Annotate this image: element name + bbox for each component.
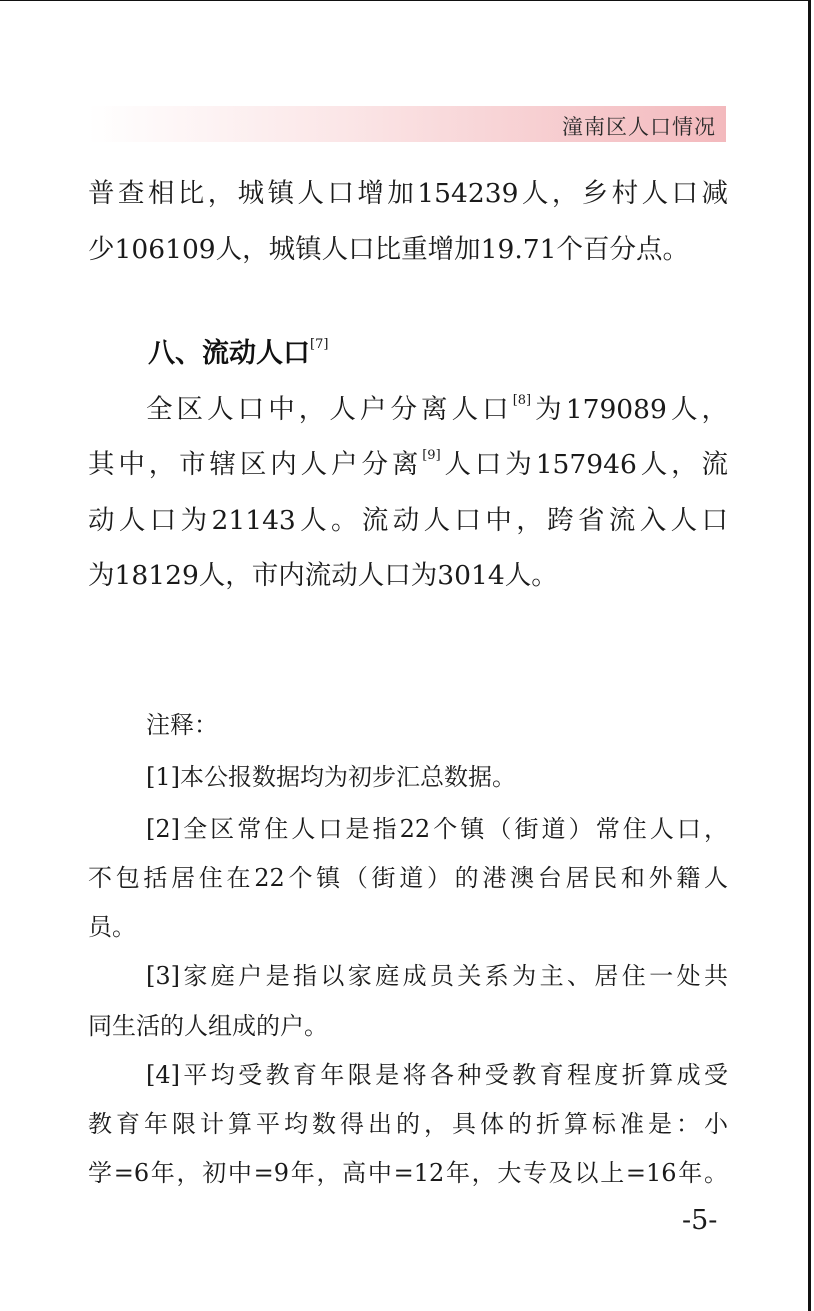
- notes-title: 注释：: [146, 711, 218, 739]
- note-item: 教育年限计算平均数得出的，具体的折算标准是：小: [88, 1110, 728, 1138]
- footnote-ref: [9]: [422, 448, 441, 463]
- note-item: [4]平均受教育年限是将各种受教育程度折算成受: [146, 1061, 728, 1089]
- paragraph-line: 少106109人，城镇人口比重增加19.71个百分点。: [88, 234, 690, 265]
- note-item: [3]家庭户是指以家庭成员关系为主、居住一处共: [146, 962, 728, 990]
- text-run: 为179089人，: [531, 394, 728, 425]
- page-number: -5-: [682, 1205, 718, 1236]
- text-run: 全区人口中，人户分离人口: [146, 394, 513, 425]
- running-header: [88, 106, 726, 142]
- paragraph-line: [146, 392, 728, 428]
- paragraph-line: [88, 447, 728, 483]
- text-run: 其中，市辖区内人户分离: [88, 449, 423, 480]
- note-item: 学=6年，初中=9年，高中=12年，大专及以上=16年。: [88, 1159, 728, 1187]
- footnote-ref: [7]: [310, 337, 329, 352]
- text-run: 人口为157946人，流: [440, 449, 729, 480]
- note-item: 员。: [88, 913, 136, 941]
- footnote-ref: [8]: [512, 393, 532, 408]
- note-item: [2]全区常住人口是指22个镇（街道）常住人口，: [146, 815, 728, 843]
- section-heading: [148, 334, 328, 374]
- note-item: 不包括居住在22个镇（街道）的港澳台居民和外籍人: [88, 864, 728, 892]
- header-title: 潼南区人口情况: [562, 115, 716, 139]
- note-item: [1]本公报数据均为初步汇总数据。: [146, 763, 516, 791]
- section-heading-text: 八、流动人口: [148, 338, 310, 369]
- paragraph-line: 动人口为21143人。流动人口中，跨省流入人口: [88, 505, 728, 536]
- note-item: 同生活的人组成的户。: [88, 1012, 328, 1040]
- paragraph-line: 普查相比，城镇人口增加154239人，乡村人口减: [88, 178, 728, 209]
- paragraph-line: 为18129人，市内流动人口为3014人。: [88, 560, 558, 591]
